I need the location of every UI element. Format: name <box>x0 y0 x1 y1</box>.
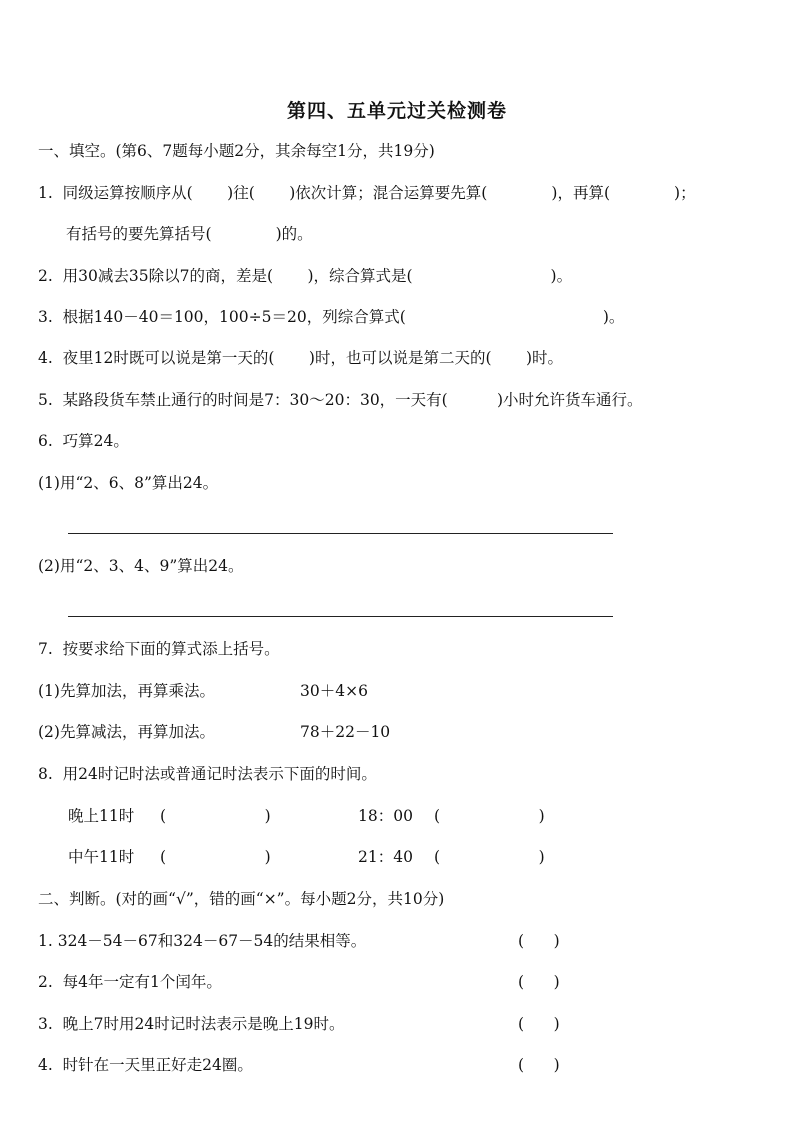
q8-row-2-left-answer[interactable]: ( ) <box>160 848 271 866</box>
judge-item-4-answer[interactable]: ( ) <box>518 1056 560 1074</box>
judge-item-1: 1. 324－54－67和324－67－54的结果相等。 <box>38 932 367 950</box>
question-4: 4. 夜里12时既可以说是第一天的( )时，也可以说是第二天的( )时。 <box>38 349 564 367</box>
judge-item-1-answer[interactable]: ( ) <box>518 932 560 950</box>
question-8: 8. 用24时记时法或普通记时法表示下面的时间。 <box>38 765 377 783</box>
judge-item-3: 3. 晚上7时用24时记时法表示是晚上19时。 <box>38 1015 345 1033</box>
question-7: 7. 按要求给下面的算式添上括号。 <box>38 640 280 658</box>
q8-row-2-right-answer[interactable]: ( ) <box>434 848 545 866</box>
page-title: 第四、五单元过关检测卷 <box>286 100 507 122</box>
question-6-part-2: (2)用“2、3、4、9”算出24。 <box>38 557 244 575</box>
q8-row-1-right-answer[interactable]: ( ) <box>434 807 545 825</box>
judge-item-2-answer[interactable]: ( ) <box>518 973 560 991</box>
question-6: 6. 巧算24。 <box>38 432 129 450</box>
question-7-part-2-label: (2)先算减法，再算加法。 <box>38 723 215 741</box>
q8-row-2-left-label: 中午11时 <box>68 848 135 866</box>
answer-line-6-2[interactable] <box>68 616 613 617</box>
q8-row-1-left-label: 晚上11时 <box>68 807 135 825</box>
section2-header: 二、判断。(对的画“√”，错的画“×”。每小题2分，共10分) <box>38 890 445 908</box>
question-5: 5. 某路段货车禁止通行的时间是7：30～20：30，一天有( )小时允许货车通行。 <box>38 391 643 409</box>
question-1-line-b: 有括号的要先算括号( )的。 <box>66 225 313 243</box>
question-1-line-a: 1. 同级运算按顺序从( )往( )依次计算；混合运算要先算( )，再算( )； <box>38 184 696 202</box>
q8-row-2-right-label: 21：40 <box>358 848 413 866</box>
judge-item-3-answer[interactable]: ( ) <box>518 1015 560 1033</box>
question-7-part-1-expression: 30＋4×6 <box>300 682 368 700</box>
section1-header: 一、填空。(第6、7题每小题2分，其余每空1分，共19分) <box>38 142 435 160</box>
question-2: 2. 用30减去35除以7的商，差是( )，综合算式是( )。 <box>38 267 573 285</box>
question-7-part-1-label: (1)先算加法，再算乘法。 <box>38 682 215 700</box>
question-3: 3. 根据140－40＝100，100÷5＝20，列综合算式( )。 <box>38 308 625 326</box>
answer-line-6-1[interactable] <box>68 533 613 534</box>
q8-row-1-left-answer[interactable]: ( ) <box>160 807 271 825</box>
judge-item-2: 2. 每4年一定有1个闰年。 <box>38 973 222 991</box>
q8-row-1-right-label: 18：00 <box>358 807 413 825</box>
question-7-part-2-expression: 78＋22－10 <box>300 723 391 741</box>
question-6-part-1: (1)用“2、6、8”算出24。 <box>38 474 219 492</box>
judge-item-4: 4. 时针在一天里正好走24圈。 <box>38 1056 253 1074</box>
